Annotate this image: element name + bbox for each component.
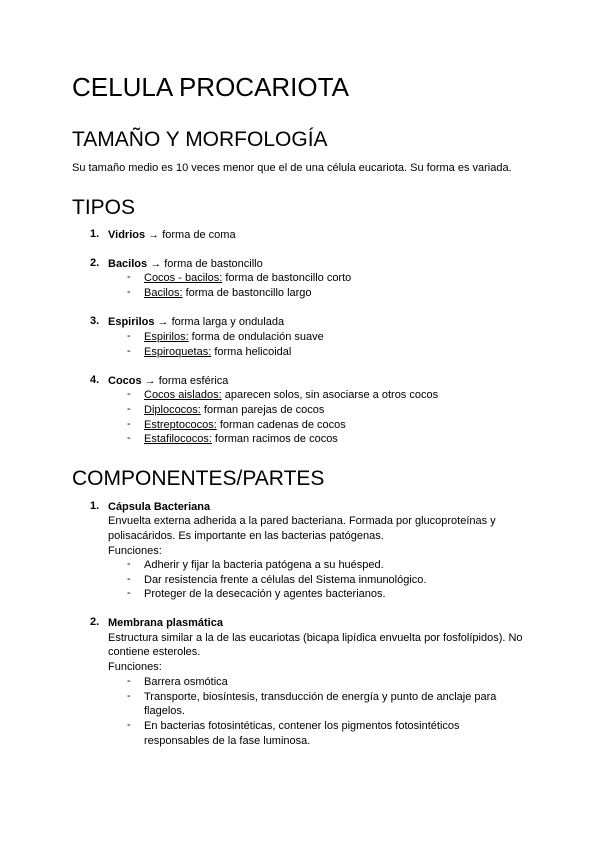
sub-item <box>144 432 338 447</box>
list-item-espirilos <box>108 315 284 330</box>
item-name: Cocos <box>108 375 142 387</box>
funcion-item: Proteger de la desecación y agentes bacterianos. <box>144 588 386 600</box>
sub-item <box>144 330 324 345</box>
sub-item <box>144 388 438 403</box>
bullet-dash: - <box>127 587 131 599</box>
funcion-item: Transporte, biosíntesis, transducción de energía y punto de anclaje para <box>144 691 497 703</box>
heading-tamano: TAMAÑO Y MORFOLOGÍA <box>72 128 328 151</box>
sub-desc: aparecen solos, sin asociarse a otros cocos <box>221 389 439 401</box>
bullet-dash: - <box>127 388 131 400</box>
funcion-item-cont: flagelos. <box>144 705 185 717</box>
sub-item <box>144 403 324 418</box>
list-item-vidrios <box>108 228 236 243</box>
sub-term: Diplococos: <box>144 404 201 416</box>
sub-term: Estafilococos: <box>144 433 212 445</box>
list-item-cocos <box>108 374 228 389</box>
funciones-label: Funciones: <box>108 545 162 557</box>
item-desc: → forma de bastoncillo <box>147 258 263 270</box>
sub-term: Espiroquetas: <box>144 346 212 358</box>
component-name: Cápsula Bacteriana <box>108 501 211 513</box>
bullet-dash: - <box>127 573 131 585</box>
item-name: Bacilos <box>108 258 148 270</box>
sub-term: Estreptococos: <box>144 419 217 431</box>
bullet-dash: - <box>127 418 131 430</box>
bullet-dash: - <box>127 558 131 570</box>
list-item-bacilos <box>108 257 263 272</box>
item-desc: → forma esférica <box>141 375 229 387</box>
funcion-item: Barrera osmótica <box>144 676 228 688</box>
component-desc-line: contiene esteroles. <box>108 646 201 658</box>
sub-item <box>144 345 291 360</box>
list-number: 1. <box>90 228 100 240</box>
heading-componentes: COMPONENTES/PARTES <box>72 467 325 490</box>
component-desc-line: Envuelta externa adherida a la pared bacteriana. Formada por glucoproteínas y <box>108 515 496 527</box>
bullet-dash: - <box>127 271 131 283</box>
sub-desc: forma de ondulación suave <box>188 331 324 343</box>
sub-desc: forma helicoidal <box>211 346 292 358</box>
sub-desc: forman racimos de cocos <box>211 433 338 445</box>
bullet-dash: - <box>127 403 131 415</box>
sub-item <box>144 418 346 433</box>
sub-term: Bacilos: <box>144 287 183 299</box>
component-desc-line: Estructura similar a la de las eucariotas (bicapa lipídica envuelta por fosfolípidos). No <box>108 632 523 644</box>
sub-item <box>144 271 351 286</box>
sub-term: Espirilos: <box>144 331 189 343</box>
page-title: CELULA PROCARIOTA <box>72 72 349 102</box>
bullet-dash: - <box>127 330 131 342</box>
tamano-text: Su tamaño medio es 10 veces menor que el de una célula eucariota. Su forma es variada. <box>72 162 512 174</box>
funcion-item: Adherir y fijar la bacteria patógena a su huésped. <box>144 559 384 571</box>
sub-desc: forma de bastoncillo largo <box>182 287 312 299</box>
list-number: 2. <box>90 257 100 269</box>
sub-item <box>144 286 312 301</box>
list-number: 1. <box>90 500 100 512</box>
bullet-dash: - <box>127 286 131 298</box>
item-name: Vidrios <box>108 229 146 241</box>
funciones-label: Funciones: <box>108 661 162 673</box>
list-number: 3. <box>90 315 100 327</box>
bullet-dash: - <box>127 690 131 702</box>
item-desc: → forma de coma <box>145 229 236 241</box>
item-name: Espirilos <box>108 316 155 328</box>
sub-desc: forman cadenas de cocos <box>216 419 346 431</box>
bullet-dash: - <box>127 719 131 731</box>
item-desc: → forma larga y ondulada <box>154 316 285 328</box>
list-number: 4. <box>90 374 100 386</box>
bullet-dash: - <box>127 345 131 357</box>
bullet-dash: - <box>127 675 131 687</box>
heading-tipos: TIPOS <box>72 196 136 219</box>
list-number: 2. <box>90 616 100 628</box>
sub-desc: forma de bastoncillo corto <box>222 272 352 284</box>
funcion-item: En bacterias fotosintéticas, contener los pigmentos fotosintéticos <box>144 720 460 732</box>
component-name: Membrana plasmática <box>108 617 223 629</box>
sub-term: Cocos aislados: <box>144 389 222 401</box>
funcion-item: Dar resistencia frente a células del Sistema inmunológico. <box>144 574 427 586</box>
sub-desc: forman parejas de cocos <box>200 404 325 416</box>
component-desc-line: polisacáridos. Es importante en las bacterias patógenas. <box>108 530 384 542</box>
funcion-item-cont: responsables de la fase luminosa. <box>144 735 311 747</box>
sub-term: Cocos - bacilos: <box>144 272 223 284</box>
bullet-dash: - <box>127 432 131 444</box>
